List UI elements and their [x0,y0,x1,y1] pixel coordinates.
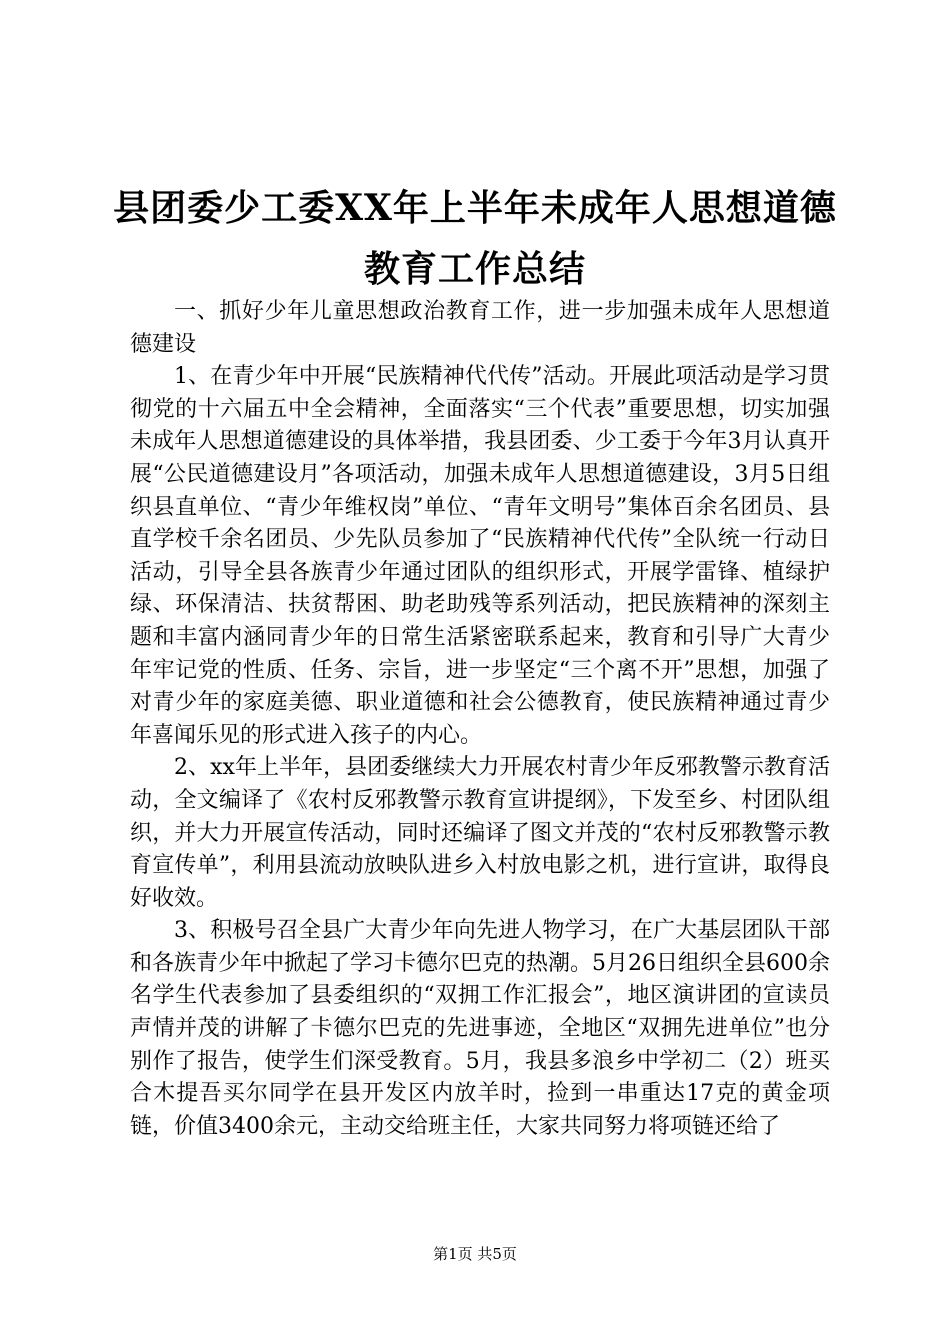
document-body [130,296,830,1143]
paragraph-1: 1、在青少年中开展“民族精神代代传”活动。开展此项活动是学习贯彻党的十六届五中全会精神，全面落实“三个代表”重要思想，切实加强未成年人思想道德建设的具体举措，我县团委、少工委于今年3月认真开展“公民道德建设月”各项活动，加强未成年人思想道德建设，3月5日组织县直单位、“青少年维权岗”单位、“青年文明号”集体百余名团员、县直学校千余名团员、少先队员参加了“民族精神代代传”全队统一行动日活动，引导全县各族青少年通过团队的组织形式，开展学雷锋、植绿护绿、环保清洁、扶贫帮困、助老助残等系列活动，把民族精神的深刻主题和丰富内涵同青少年的日常生活紧密联系起来，教育和引导广大青少年牢记党的性质、任务、宗旨，进一步坚定“三个离不开”思想，加强了对青少年的家庭美德、职业道德和社会公德教育，使民族精神通过青少年喜闻乐见的形式进入孩子的内心。 [130,364,830,748]
page-number: 第1页 共5页 [433,1245,517,1263]
document-title-line-2: 教育工作总结 [363,248,586,290]
document-title-line-1: 县团委少工委XX年上半年未成年人思想道德 [113,187,837,229]
paragraph-2: 2、xx年上半年，县团委继续大力开展农村青少年反邪教警示教育活动，全文编译了《农村反邪教警示教育宣讲提纲》，下发至乡、村团队组织，并大力开展宣传活动，同时还编译了图文并茂的“农村反邪教警示教育宣传单”，利用县流动放映队进乡入村放电影之机，进行宣讲，取得良好收效。 [130,755,830,911]
paragraph-3: 3、积极号召全县广大青少年向先进人物学习，在广大基层团队干部和各族青少年中掀起了学习卡德尔巴克的热潮。5月26日组织全县600余名学生代表参加了县委组织的“双拥工作汇报会”，地区演讲团的宣读员声情并茂的讲解了卡德尔巴克的先进事迹，全地区“双拥先进单位”也分别作了报告，使学生们深受教育。5月，我县多浪乡中学初二（2）班买合木提吾买尔同学在县开发区内放羊时，捡到一串重达17克的黄金项链，价值3400余元，主动交给班主任，大家共同努力将项链还给了 [130,918,830,1139]
section-heading: 一、抓好少年儿童思想政治教育工作，进一步加强未成年人思想道德建设 [130,299,830,357]
